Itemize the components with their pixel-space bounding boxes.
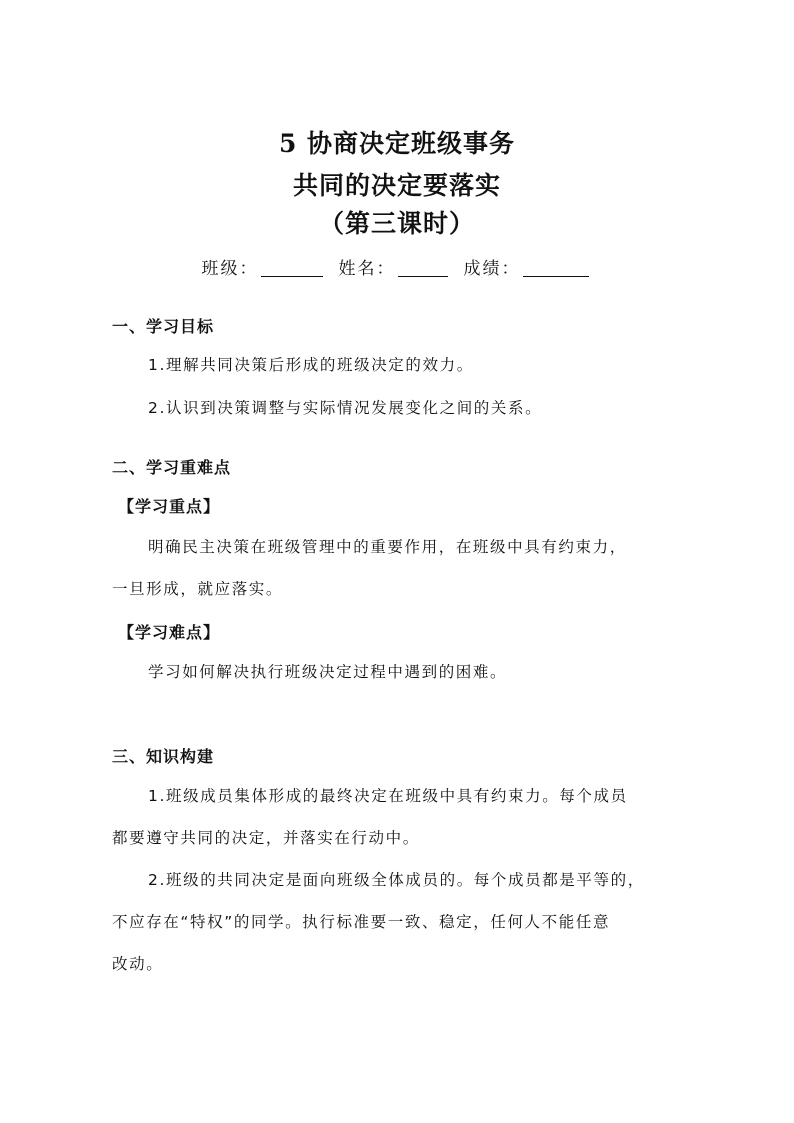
goal-item-2: 2.认识到决策调整与实际情况发展变化之间的关系。 [148,399,543,417]
knowledge-item1-line2: 都要遵守共同的决定，并落实在行动中。 [112,829,420,847]
knowledge-item2-line2: 不应存在“特权”的同学。执行标准要一致、稳定，任何人不能任意 [112,913,611,931]
section-heading-knowledge: 三、知识构建 [112,747,215,766]
score-label: 成绩： [463,259,521,279]
name-label: 姓名： [338,259,396,279]
knowledge-item2-line3: 改动。 [112,955,164,973]
key-point-text-line1: 明确民主决策在班级管理中的重要作用，在班级中具有约束力， [148,538,627,556]
name-blank-field[interactable] [398,258,448,277]
student-info-row [0,254,794,279]
class-blank-field[interactable] [261,258,323,277]
key-point-text-line2: 一旦形成，就应落实。 [112,580,284,598]
section-heading-key-points: 二、学习重难点 [112,458,232,477]
knowledge-item2-line1: 2.班级的共同决定是面向班级全体成员的。每个成员都是平等的， [148,871,645,889]
lesson-title: 5 协商决定班级事务 [278,129,516,158]
key-point-label: 【学习重点】 [118,497,221,516]
class-label: 班级： [201,259,259,279]
lesson-subtitle: 共同的决定要落实 [292,171,501,200]
score-blank-field[interactable] [523,258,589,277]
lesson-period: （第三课时） [318,209,475,238]
section-heading-learning-goals: 一、学习目标 [112,317,215,336]
difficulty-text: 学习如何解决执行班级决定过程中遇到的困难。 [148,663,508,681]
difficulty-label: 【学习难点】 [118,623,221,642]
goal-item-1: 1.理解共同决策后形成的班级决定的效力。 [148,356,474,374]
knowledge-item1-line1: 1.班级成员集体形成的最终决定在班级中具有约束力。每个成员 [148,787,628,805]
